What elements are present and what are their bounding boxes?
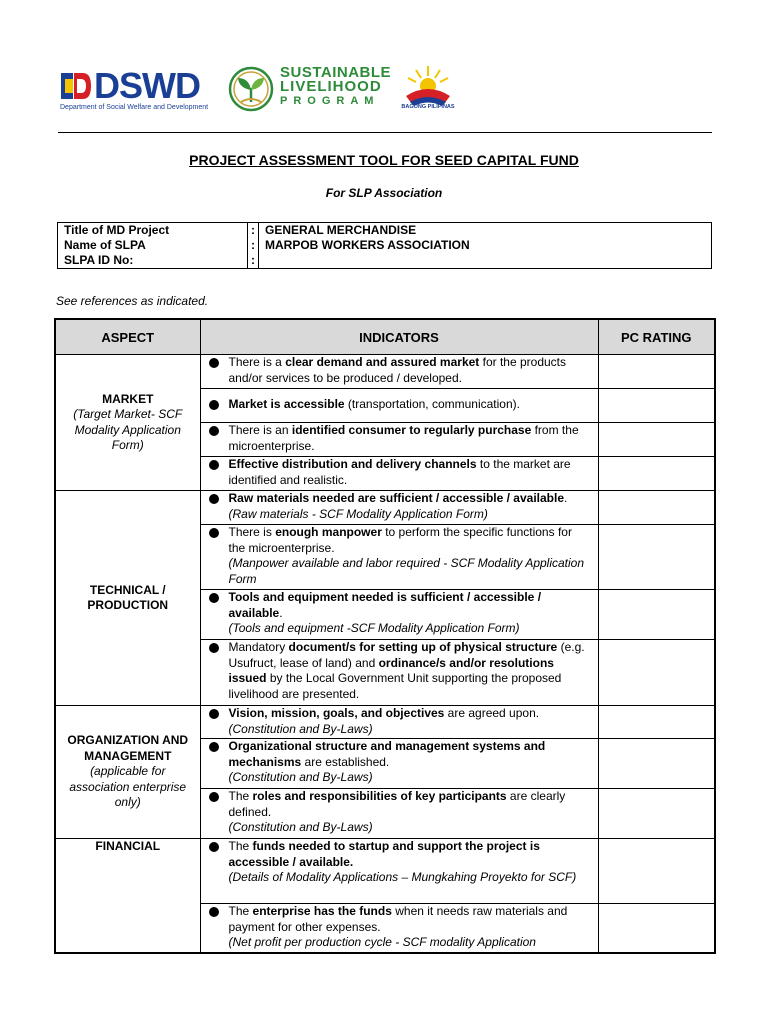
aspect-organization <box>55 706 200 839</box>
indicator <box>200 525 598 590</box>
indicator-text: to perform the specific functions for the microenterprise. <box>228 525 572 555</box>
bullet-icon <box>209 643 219 653</box>
indicator-bold: ordinance/s and/or resolutions issued <box>228 655 554 685</box>
aspect-title: FINANCIAL <box>95 839 161 853</box>
indicator-text: The <box>228 904 253 918</box>
bullet-icon <box>209 358 219 368</box>
pc-rating-cell[interactable] <box>598 706 715 739</box>
indicator-text: . <box>279 605 283 620</box>
pc-rating-cell[interactable] <box>598 457 715 491</box>
indicator <box>200 789 598 839</box>
indicator <box>200 590 598 640</box>
indicator-bold: clear demand and assured market <box>285 355 480 369</box>
slp-line2: LIVELIHOOD <box>280 78 382 95</box>
bullet-icon <box>209 792 219 802</box>
aspect-note: (applicable for association enterprise only) <box>69 764 187 810</box>
indicator-text: are established. <box>301 754 390 769</box>
indicator-reference: (Constitution and By-Laws) <box>228 721 373 736</box>
indicator-bold: enough manpower <box>275 525 382 539</box>
info-value: MARPOB WORKERS ASSOCIATION <box>259 238 712 253</box>
info-label: Title of MD Project <box>58 223 248 239</box>
indicator-text: when it needs raw materials and payment for other expenses. <box>228 904 568 934</box>
indicator-text: from the microenterprise. <box>228 423 579 453</box>
indicator-bold: Raw materials needed are sufficient / accessible / available <box>228 491 564 505</box>
aspect-note: (Target Market- SCF Modality Application Form) <box>73 407 183 452</box>
pc-rating-cell[interactable] <box>598 389 715 423</box>
pc-rating-cell[interactable] <box>598 355 715 389</box>
indicator <box>200 839 598 904</box>
info-separator: : <box>248 238 259 253</box>
indicator-text: are agreed upon. <box>444 706 540 720</box>
aspect-title: MARKET <box>102 391 154 406</box>
assessment-table <box>54 318 716 954</box>
indicator-bold: Tools and equipment needed is sufficient / accessible / available <box>228 590 542 620</box>
indicator <box>200 706 598 739</box>
indicator-text: There is an <box>228 423 292 437</box>
pc-rating-cell[interactable] <box>598 423 715 457</box>
indicator-reference: (Net profit per production cycle - SCF modality Application <box>228 935 536 949</box>
dswd-subtitle: Department of Social Welfare and Development <box>60 104 209 111</box>
indicator-bold: document/s for setting up of physical structure <box>288 640 558 654</box>
indicator <box>200 640 598 706</box>
indicator-reference: (Tools and equipment -SCF Modality Application Form) <box>228 621 520 635</box>
info-label: Name of SLPA <box>58 238 248 253</box>
table-row <box>55 491 715 525</box>
bagong-pilipinas-text: BAGONG PILIPINAS <box>401 104 455 110</box>
info-row <box>58 223 712 239</box>
info-label: SLPA ID No: <box>58 253 248 269</box>
table-header-row <box>55 319 715 355</box>
indicator <box>200 739 598 789</box>
indicator-reference: (Constitution and By-Laws) <box>228 820 373 834</box>
aspect-technical <box>55 491 200 706</box>
aspect-title: ORGANIZATION AND MANAGEMENT <box>67 733 189 763</box>
pc-rating-cell[interactable] <box>598 590 715 640</box>
table-row <box>55 839 715 904</box>
dswd-wordmark: DSWD <box>94 65 200 106</box>
bullet-icon <box>209 907 219 917</box>
slp-line1: SUSTAINABLE <box>280 64 392 81</box>
document-subtitle: For SLP Association <box>325 186 443 200</box>
indicator <box>200 457 598 491</box>
slp-line3: PROGRAM <box>280 95 380 107</box>
indicator-reference: (Constitution and By-Laws) <box>228 770 373 784</box>
bullet-icon <box>209 460 219 470</box>
indicator-text: Mandatory <box>228 640 289 654</box>
info-separator: : <box>248 253 259 269</box>
table-row <box>55 706 715 739</box>
dswd-logo <box>58 66 210 116</box>
bullet-icon <box>209 742 219 752</box>
indicator-text: . <box>564 491 568 505</box>
info-value: GENERAL MERCHANDISE <box>259 223 712 239</box>
bullet-icon <box>209 593 219 603</box>
indicator-bold: enterprise has the funds <box>252 904 392 918</box>
indicator <box>200 355 598 389</box>
indicator-text: to the market are identified and realistic. <box>228 457 571 487</box>
document-title: PROJECT ASSESSMENT TOOL FOR SEED CAPITAL FUND <box>189 152 579 168</box>
pc-rating-cell[interactable] <box>598 739 715 789</box>
header-divider <box>58 132 712 133</box>
dswd-emblem-icon <box>59 69 93 103</box>
info-separator: : <box>248 223 259 239</box>
indicator-text: The <box>228 839 253 853</box>
bullet-icon <box>209 400 219 410</box>
bullet-icon <box>209 528 219 538</box>
slp-leaf-icon <box>228 66 274 112</box>
header-pc-rating: PC RATING <box>598 319 715 355</box>
bullet-icon <box>209 842 219 852</box>
header-indicators: INDICATORS <box>200 319 598 355</box>
indicator <box>200 491 598 525</box>
indicator-text: are clearly defined. <box>228 789 566 819</box>
indicator-reference: (Raw materials - SCF Modality Application Form) <box>228 506 488 521</box>
bullet-icon <box>209 426 219 436</box>
slp-wordmark <box>280 66 391 108</box>
indicator-bold: Effective distribution and delivery channels <box>228 457 477 471</box>
indicator-text: There is a <box>228 355 286 369</box>
indicator-bold: roles and responsibilities of key participants <box>252 789 507 803</box>
indicator <box>200 423 598 457</box>
pc-rating-cell[interactable] <box>598 640 715 706</box>
indicator-reference: (Manpower available and labor required - SCF Modality Application Form <box>228 556 585 586</box>
header-logos <box>58 60 478 120</box>
indicator-bold: Vision, mission, goals, and objectives <box>228 706 445 720</box>
indicator-bold: identified consumer to regularly purchase <box>291 423 532 437</box>
aspect-financial <box>55 839 200 953</box>
info-value <box>259 253 712 269</box>
indicator-bold: funds needed to startup and support the project is accessible / available. <box>228 839 540 869</box>
indicator <box>200 389 598 423</box>
indicator-text: The <box>228 789 253 803</box>
indicator-text: (transportation, communication). <box>344 397 520 412</box>
table-row <box>55 355 715 389</box>
indicator-bold: Organizational structure and management systems and mechanisms <box>228 739 546 769</box>
project-info-table <box>57 222 712 269</box>
indicator-text: for the products and/or services to be produced / developed. <box>228 355 567 385</box>
pc-rating-cell[interactable] <box>598 789 715 839</box>
aspect-market <box>55 355 200 491</box>
indicator-text: (e.g. Usufruct, lease of land) and <box>228 640 585 670</box>
bullet-icon <box>209 494 219 504</box>
pc-rating-cell[interactable] <box>598 839 715 904</box>
aspect-title: TECHNICAL / PRODUCTION <box>87 582 169 612</box>
info-row <box>58 253 712 269</box>
pc-rating-cell[interactable] <box>598 491 715 525</box>
header-aspect: ASPECT <box>55 319 200 355</box>
indicator-text: by the Local Government Unit supporting the proposed livelihood are presented. <box>228 671 562 701</box>
indicator-bold: Market is accessible <box>228 397 345 412</box>
pc-rating-cell[interactable] <box>598 904 715 953</box>
info-row <box>58 238 712 253</box>
pc-rating-cell[interactable] <box>598 525 715 590</box>
indicator-text: There is <box>228 525 276 539</box>
indicator <box>200 904 598 953</box>
indicator-reference: (Details of Modality Applications – Mungkahing Proyekto for SCF) <box>228 870 577 884</box>
bullet-icon <box>209 709 219 719</box>
references-note: See references as indicated. <box>56 294 209 308</box>
